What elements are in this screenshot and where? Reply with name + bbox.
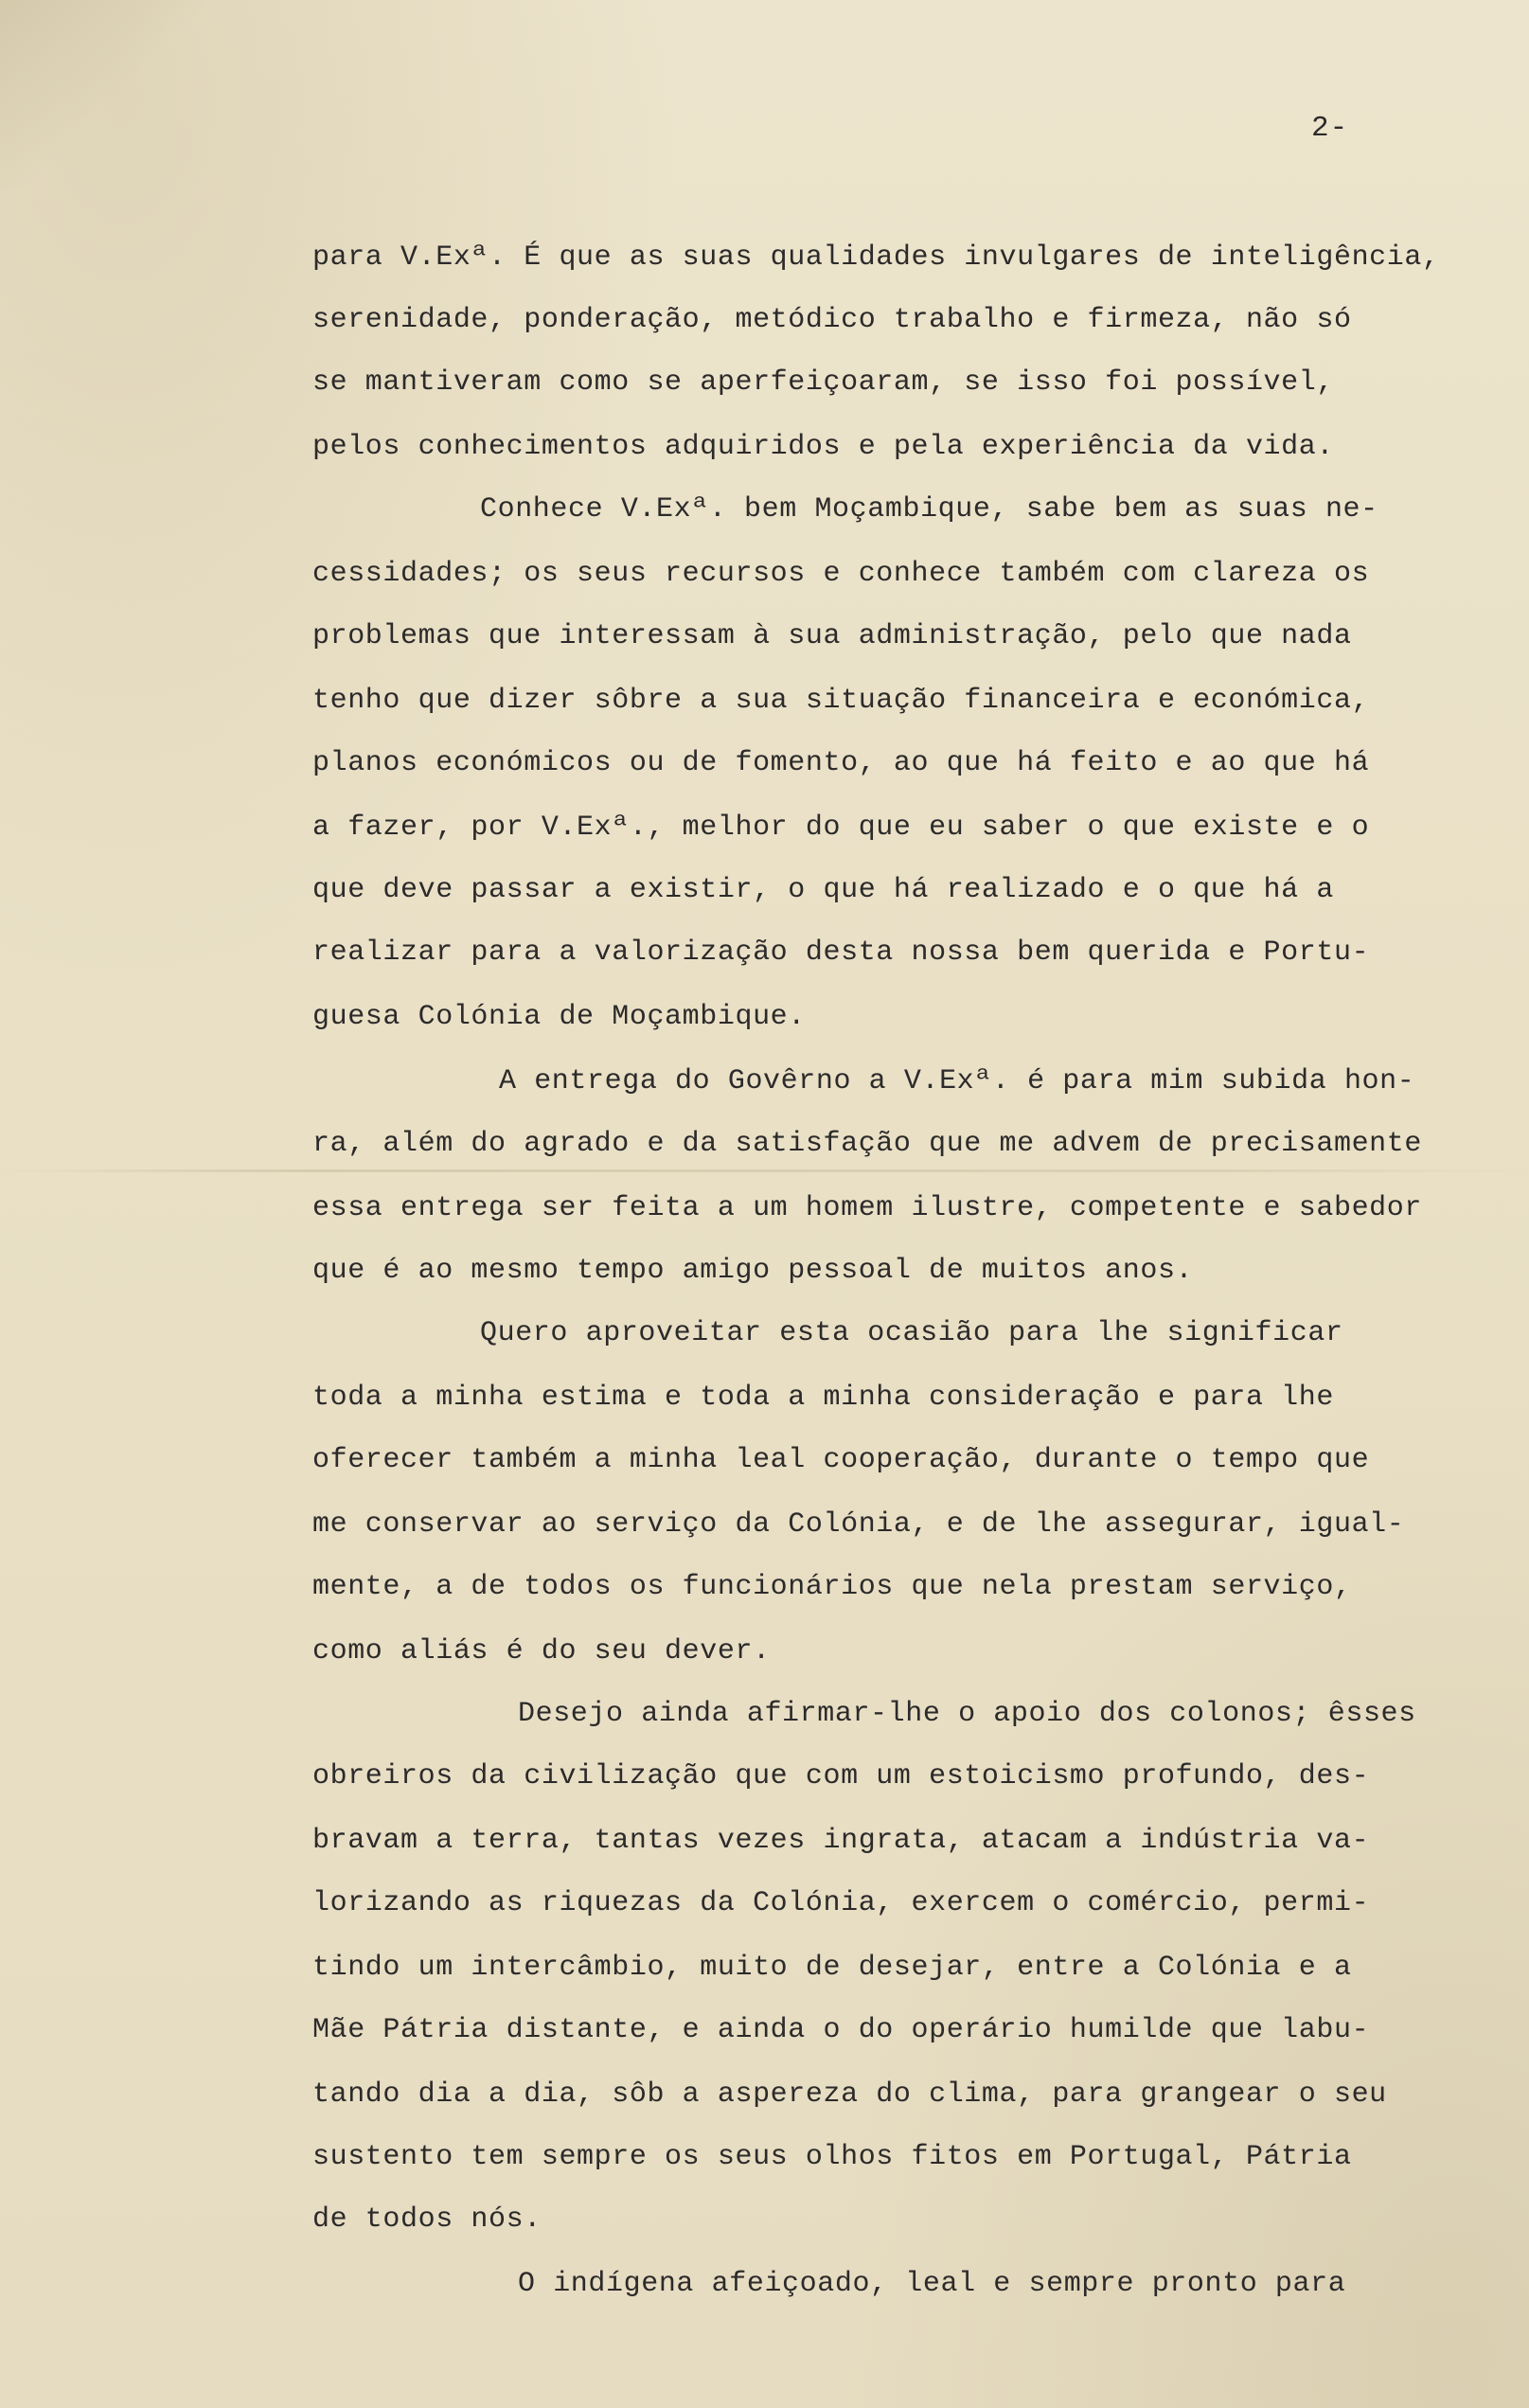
text-line: A entrega do Govêrno a V.Exª. é para mim subida hon- [499, 1065, 1415, 1097]
text-line: guesa Colónia de Moçambique. [312, 1001, 806, 1033]
text-line: mente, a de todos os funcionários que nela prestam serviço, [312, 1571, 1352, 1603]
text-line: bravam a terra, tantas vezes ingrata, atacam a indústria va- [312, 1825, 1370, 1857]
text-line: Conhece V.Exª. bem Moçambique, sabe bem as suas ne- [480, 493, 1378, 526]
text-line: Mãe Pátria distante, e ainda o do operário humilde que labu- [312, 2014, 1370, 2046]
text-line: cessidades; os seus recursos e conhece também com clareza os [312, 558, 1370, 590]
text-line: se mantiveram como se aperfeiçoaram, se isso foi possível, [312, 366, 1334, 399]
text-line: me conservar ao serviço da Colónia, e de lhe assegurar, igual- [312, 1508, 1405, 1541]
text-line: a fazer, por V.Exª., melhor do que eu saber o que existe e o [312, 812, 1370, 844]
text-line: tando dia a dia, sôb a aspereza do clima, para grangear o seu [312, 2078, 1387, 2111]
text-line: oferecer também a minha leal cooperação, durante o tempo que [312, 1444, 1370, 1476]
text-line: realizar para a valorização desta nossa bem querida e Portu- [312, 936, 1370, 969]
text-line: pelos conhecimentos adquiridos e pela experiência da vida. [312, 431, 1334, 463]
text-line: essa entrega ser feita a um homem ilustre, competente e sabedor [312, 1192, 1422, 1224]
page-number: 2- [1311, 112, 1349, 145]
text-line: de todos nós. [312, 2203, 542, 2236]
text-line: planos económicos ou de fomento, ao que há feito e ao que há [312, 747, 1370, 779]
text-line: que é ao mesmo tempo amigo pessoal de muitos anos. [312, 1255, 1194, 1287]
paper-crease [0, 0, 341, 189]
text-line: lorizando as riquezas da Colónia, exercem o comércio, permi- [312, 1887, 1370, 1919]
text-line: sustento tem sempre os seus olhos fitos em Portugal, Pátria [312, 2141, 1352, 2173]
text-line: problemas que interessam à sua administração, pelo que nada [312, 620, 1352, 652]
paper-fold-line [0, 1169, 1529, 1172]
text-line: Quero aproveitar esta ocasião para lhe significar [480, 1317, 1343, 1349]
text-line: toda a minha estima e toda a minha consideração e para lhe [312, 1382, 1334, 1414]
text-line: tindo um intercâmbio, muito de desejar, entre a Colónia e a [312, 1952, 1352, 1984]
text-line: para V.Exª. É que as suas qualidades invulgares de inteligência, [312, 241, 1440, 274]
text-line: ra, além do agrado e da satisfação que me advem de precisamente [312, 1128, 1422, 1160]
text-line: obreiros da civilização que com um estoicismo profundo, des- [312, 1760, 1370, 1793]
text-line: que deve passar a existir, o que há realizado e o que há a [312, 874, 1334, 906]
text-line: como aliás é do seu dever. [312, 1635, 771, 1668]
text-line: tenho que dizer sôbre a sua situação financeira e económica, [312, 685, 1370, 717]
text-line: O indígena afeiçoado, leal e sempre pronto para [518, 2268, 1346, 2300]
text-line: Desejo ainda afirmar-lhe o apoio dos colonos; êsses [518, 1698, 1416, 1730]
text-line: serenidade, ponderação, metódico trabalho e firmeza, não só [312, 304, 1352, 336]
